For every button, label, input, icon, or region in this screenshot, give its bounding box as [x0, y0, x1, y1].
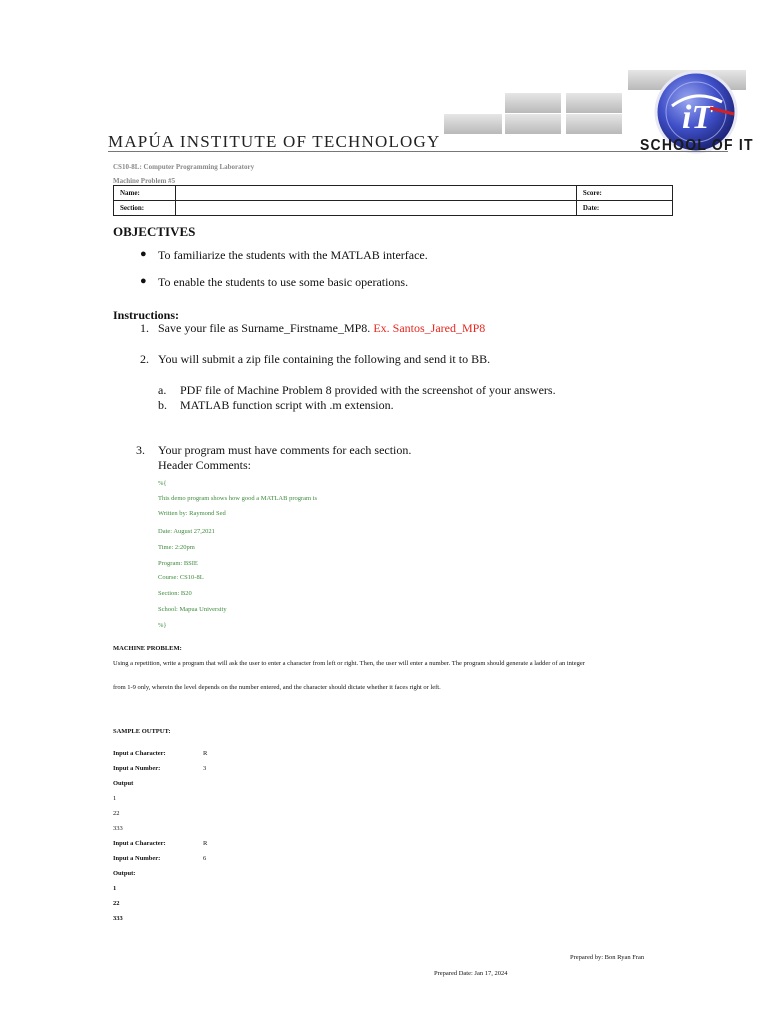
code-comment-line: Time: 2:20pm	[158, 544, 195, 551]
prepared-date: Prepared Date: Jan 17, 2024	[434, 970, 508, 977]
input-character-label: Input a Character:	[113, 750, 166, 757]
objective-item	[140, 275, 409, 290]
bullet-icon: ●	[140, 275, 147, 287]
code-comment-line: %}	[158, 622, 167, 629]
course-line: CS10-8L: Computer Programming Laboratory	[113, 163, 255, 171]
output-line: 22	[113, 900, 120, 907]
name-label: Name:	[114, 186, 176, 201]
objective-text: To familiarize the students with the MATLAB interface.	[158, 248, 428, 262]
prepared-by: Prepared by: Bon Ryan Fran	[570, 954, 645, 961]
sample-output-heading: SAMPLE OUTPUT:	[113, 728, 171, 735]
instruction-number: 1.	[140, 321, 149, 335]
date-label: Date:	[576, 201, 672, 216]
header-decor-block	[505, 114, 561, 134]
code-comment-line: %{	[158, 480, 167, 487]
machine-problem-heading: MACHINE PROBLEM:	[113, 645, 182, 652]
input-character-value: R	[203, 840, 208, 847]
code-comment-line: School: Mapua University	[158, 606, 227, 613]
output-line: 1	[113, 795, 117, 802]
header-comments-label: Header Comments:	[158, 458, 251, 472]
input-number-value: 3	[203, 765, 207, 772]
header-decor-block	[566, 114, 622, 134]
header-decor-block	[505, 93, 561, 113]
instruction-number: 3.	[136, 443, 145, 457]
code-comment-line: Date: August 27,2021	[158, 528, 215, 535]
header-divider	[108, 151, 728, 152]
output-label: Output	[113, 780, 134, 787]
objective-text: To enable the students to use some basic operations.	[158, 275, 409, 289]
name-field[interactable]	[175, 186, 576, 201]
section-label: Section:	[114, 201, 176, 216]
instruction-text: You will submit a zip file containing the following and send it to BB.	[158, 352, 491, 366]
code-comment-line: Program: BSIE	[158, 560, 198, 567]
input-character-label: Input a Character:	[113, 840, 166, 847]
instruction-text: Your program must have comments for each section.	[158, 443, 412, 457]
machine-problem-text: from 1-9 only, wherein the level depends on the number entered, and the character should dictate whether it faces right or left.	[113, 684, 441, 691]
info-row-name	[114, 186, 673, 201]
objective-item	[140, 248, 428, 263]
section-field[interactable]	[175, 201, 576, 216]
input-character-value: R	[203, 750, 208, 757]
student-info-table	[113, 185, 673, 216]
objectives-heading: OBJECTIVES	[113, 224, 196, 239]
problem-line: Machine Problem #5	[113, 177, 176, 185]
output-label: Output:	[113, 870, 136, 877]
info-row-section	[114, 201, 673, 216]
instruction-text	[158, 321, 485, 336]
svg-text:iT: iT	[682, 99, 713, 136]
sub-item-text: MATLAB function script with .m extension.	[180, 398, 394, 412]
sub-item-text: PDF file of Machine Problem 8 provided with the screenshot of your answers.	[180, 383, 556, 397]
output-line: 333	[113, 825, 123, 832]
output-line: 1	[113, 885, 117, 892]
code-comment-line: Course: CS10-8L	[158, 574, 204, 581]
sub-item-letter: a.	[158, 383, 167, 397]
output-line: 333	[113, 915, 123, 922]
machine-problem-text: Using a repetition, write a program that will ask the user to enter a character from left or right. Then, the user will enter a number. The program should generate a ladder of an integer	[113, 660, 585, 667]
institution-title: MAPÚA INSTITUTE OF TECHNOLOGY	[108, 132, 441, 151]
instruction-save-text: Save your file as Surname_Firstname_MP8.	[158, 321, 374, 335]
header-decor-block	[444, 114, 502, 134]
instructions-heading: Instructions:	[113, 308, 180, 322]
input-number-label: Input a Number:	[113, 855, 161, 862]
code-comment-line: This demo program shows how good a MATLAB program is	[158, 495, 318, 502]
bullet-icon: ●	[140, 248, 147, 260]
sub-item-letter: b.	[158, 398, 167, 412]
input-number-value: 6	[203, 855, 207, 862]
school-of-it-wordmark: SCHOOL OF IT	[640, 135, 754, 154]
filename-example: Ex. Santos_Jared_MP8	[373, 321, 486, 335]
header-decor-block	[566, 93, 622, 113]
code-comment-line: Written by: Raymond Sed	[158, 510, 226, 517]
instruction-number: 2.	[140, 352, 149, 366]
output-line: 22	[113, 810, 120, 817]
input-number-label: Input a Number:	[113, 765, 161, 772]
code-comment-line: Section: B20	[158, 590, 192, 597]
score-label: Score:	[576, 186, 672, 201]
